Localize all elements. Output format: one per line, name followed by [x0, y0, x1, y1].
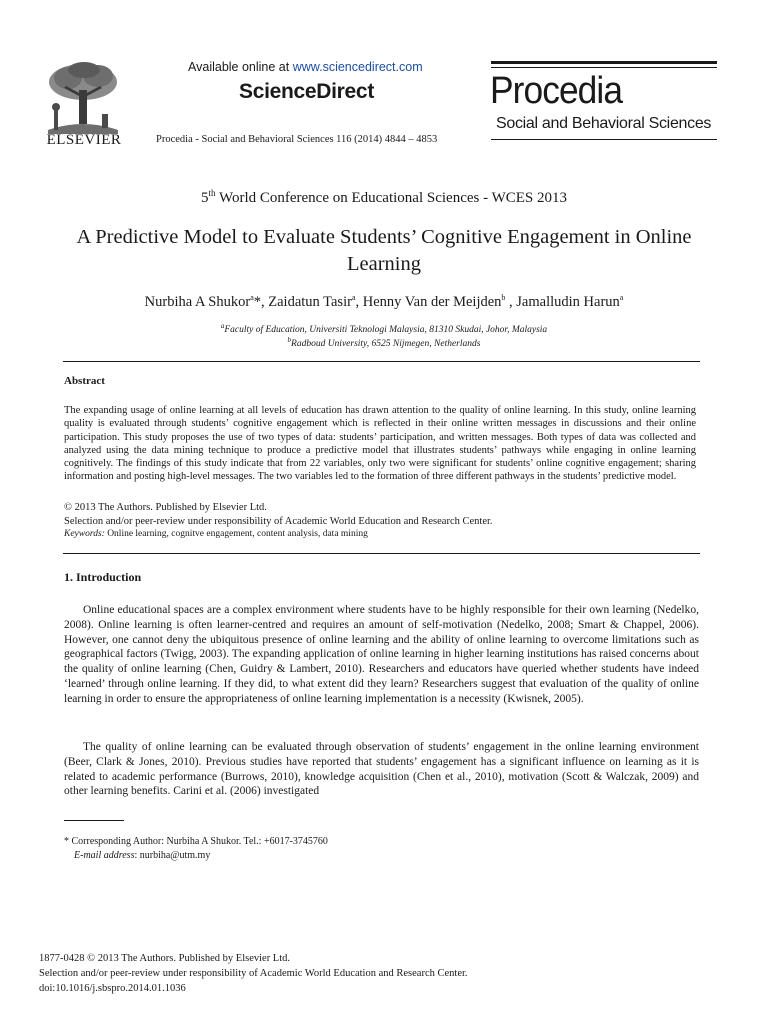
affiliation-text: Radboud University, 6525 Nijmegen, Netherlands	[291, 339, 481, 350]
intro-paragraph: The quality of online learning can be evaluated through observation of students’ engagement in the online learning environment (Beer, Clark & Jones, 2010). Previous studies have reported that students’ engagement has a significant influence on learning as it is related to academic performance (Burrows, 2010), knowledge acquisition (Chen et al., 2010), motivation (Scott & Walczak, 2009) and other learning benefits. Carini et al. (2006) investigated	[64, 741, 699, 798]
affiliation-text: Faculty of Education, Universiti Teknologi Malaysia, 81310 Skudai, Johor, Malaysia	[224, 325, 548, 336]
intro-paragraph: Online educational spaces are a complex environment where students have to be highly responsible for their own learning (Nedelko, 2008). Online learning is often learner-centred and requires an amount of self-motivation (Nedelko, 2008; Smart & Chappel, 2006). However, one cannot deny the ubiquitous presence of online learning and the ability of online learning to overcome limitations such as geographical factors (Twigg, 2003). The expanding application of online learning in higher learning institutions has raised concerns about the quality of online learning (Chen, Guidry & Lambert, 2010). Researchers and educators have queried whether students have indeed ‘learned’ through online learning. If they did, to what extent did they learn? Researchers suggest that evaluation of the quality of online learning in order to ensure the appropriateness of online learning implementation is a necessity (Kwisnek, 2005).	[64, 604, 699, 705]
author-affil-sup: a	[619, 293, 624, 302]
abstract-body: The expanding usage of online learning at all levels of education has drawn attention to the quality of online learning. In this study, online learning quality is evaluated through students’ cognitive engagement which is reflected in their online written messages in discussions and their online participation. This study proposes the use of two types of data: students’ participation, and written messages. Both types of data was collected and analyzed using the data mining technique to produce a predictive model that illustrates students’ pathways while engaging in online learning cognitively. The findings of this study indicate that from 22 variables, only two were significant for students’ online cognitive engagement; sharing information and posting high-level messages. The two variables led to the formation of three different pathways in the students’ predictive model.	[64, 405, 696, 483]
keywords-label: Keywords:	[64, 529, 105, 539]
author-name: Jamalludin Harun	[516, 293, 620, 310]
footnote-email-label: E-mail address	[74, 850, 135, 861]
affiliation-b	[0, 336, 768, 349]
abstract-heading: Abstract	[64, 375, 105, 387]
corresponding-mark: *	[253, 293, 261, 310]
conference-ordinal-suffix: th	[208, 188, 216, 198]
sciencedirect-logo: ScienceDirect	[239, 80, 375, 103]
conference-line	[0, 188, 768, 207]
doi-link[interactable]: doi:10.1016/j.sbspro.2014.01.1036	[39, 983, 186, 994]
procedia-rule-top	[491, 61, 717, 64]
author-list: Nurbiha A Shukor$^a$*, Zaidatun Tasir$^a$, Henny Van der Meijden$^b$ , Jamalludin Harun$^a$	[144, 293, 624, 310]
footnote-email	[74, 850, 210, 861]
procedia-logo: Procedia	[490, 70, 623, 112]
publisher-name: ELSEVIER	[46, 132, 122, 148]
procedia-rule-bottom	[491, 139, 717, 140]
abstract-rule-bottom	[63, 553, 700, 554]
conference-ordinal: 5	[201, 190, 209, 206]
author-affil-sup: a	[351, 293, 356, 302]
issn-line: 1877-0428 © 2013 The Authors. Published by Elsevier Ltd.	[39, 953, 291, 964]
keywords-line	[64, 529, 368, 539]
author-name: Nurbiha A Shukor	[144, 293, 251, 310]
author-affil-sup: a	[250, 293, 254, 302]
abstract-rule-top	[63, 361, 700, 362]
abstract-selection: Selection and/or peer-review under responsibility of Academic World Education and Research Center.	[64, 516, 493, 527]
available-online-line	[188, 60, 423, 74]
conference-name: World Conference on Educational Sciences - WCES 2013	[215, 190, 567, 206]
keywords-list: Online learning, cognitve engagement, content analysis, data mining	[104, 529, 368, 539]
author-name: Zaidatun Tasir	[268, 293, 352, 310]
author-affil-sup: b	[501, 293, 506, 302]
abstract-copyright: © 2013 The Authors. Published by Elsevier Ltd.	[64, 502, 267, 513]
available-online-prefix: Available online at	[188, 60, 293, 74]
procedia-rule-top-thin	[491, 67, 717, 68]
bottom-selection-line: Selection and/or peer-review under responsibility of Academic World Education and Research Center.	[39, 968, 468, 979]
footnote-email-value[interactable]: : nurbiha@utm.my	[134, 850, 211, 861]
section-heading: 1. Introduction	[64, 570, 142, 584]
affiliation-sup: b	[287, 336, 292, 344]
affiliation-sup: a	[220, 322, 225, 330]
author-name: Henny Van der Meijden	[362, 293, 502, 310]
paper-title: A Predictive Model to Evaluate Students’ Cognitive Engagement in Online Learning	[76, 226, 692, 275]
sciencedirect-link[interactable]: www.sciencedirect.com	[292, 60, 423, 74]
journal-citation: Procedia - Social and Behavioral Sciences 116 (2014) 4844 – 4853	[156, 134, 438, 145]
affiliation-a	[0, 322, 768, 335]
footnote-rule	[64, 820, 124, 821]
procedia-subtitle: Social and Behavioral Sciences	[496, 115, 712, 132]
footnote-corresponding-author: * Corresponding Author: Nurbiha A Shukor. Tel.: +6017-3745760	[64, 836, 328, 847]
